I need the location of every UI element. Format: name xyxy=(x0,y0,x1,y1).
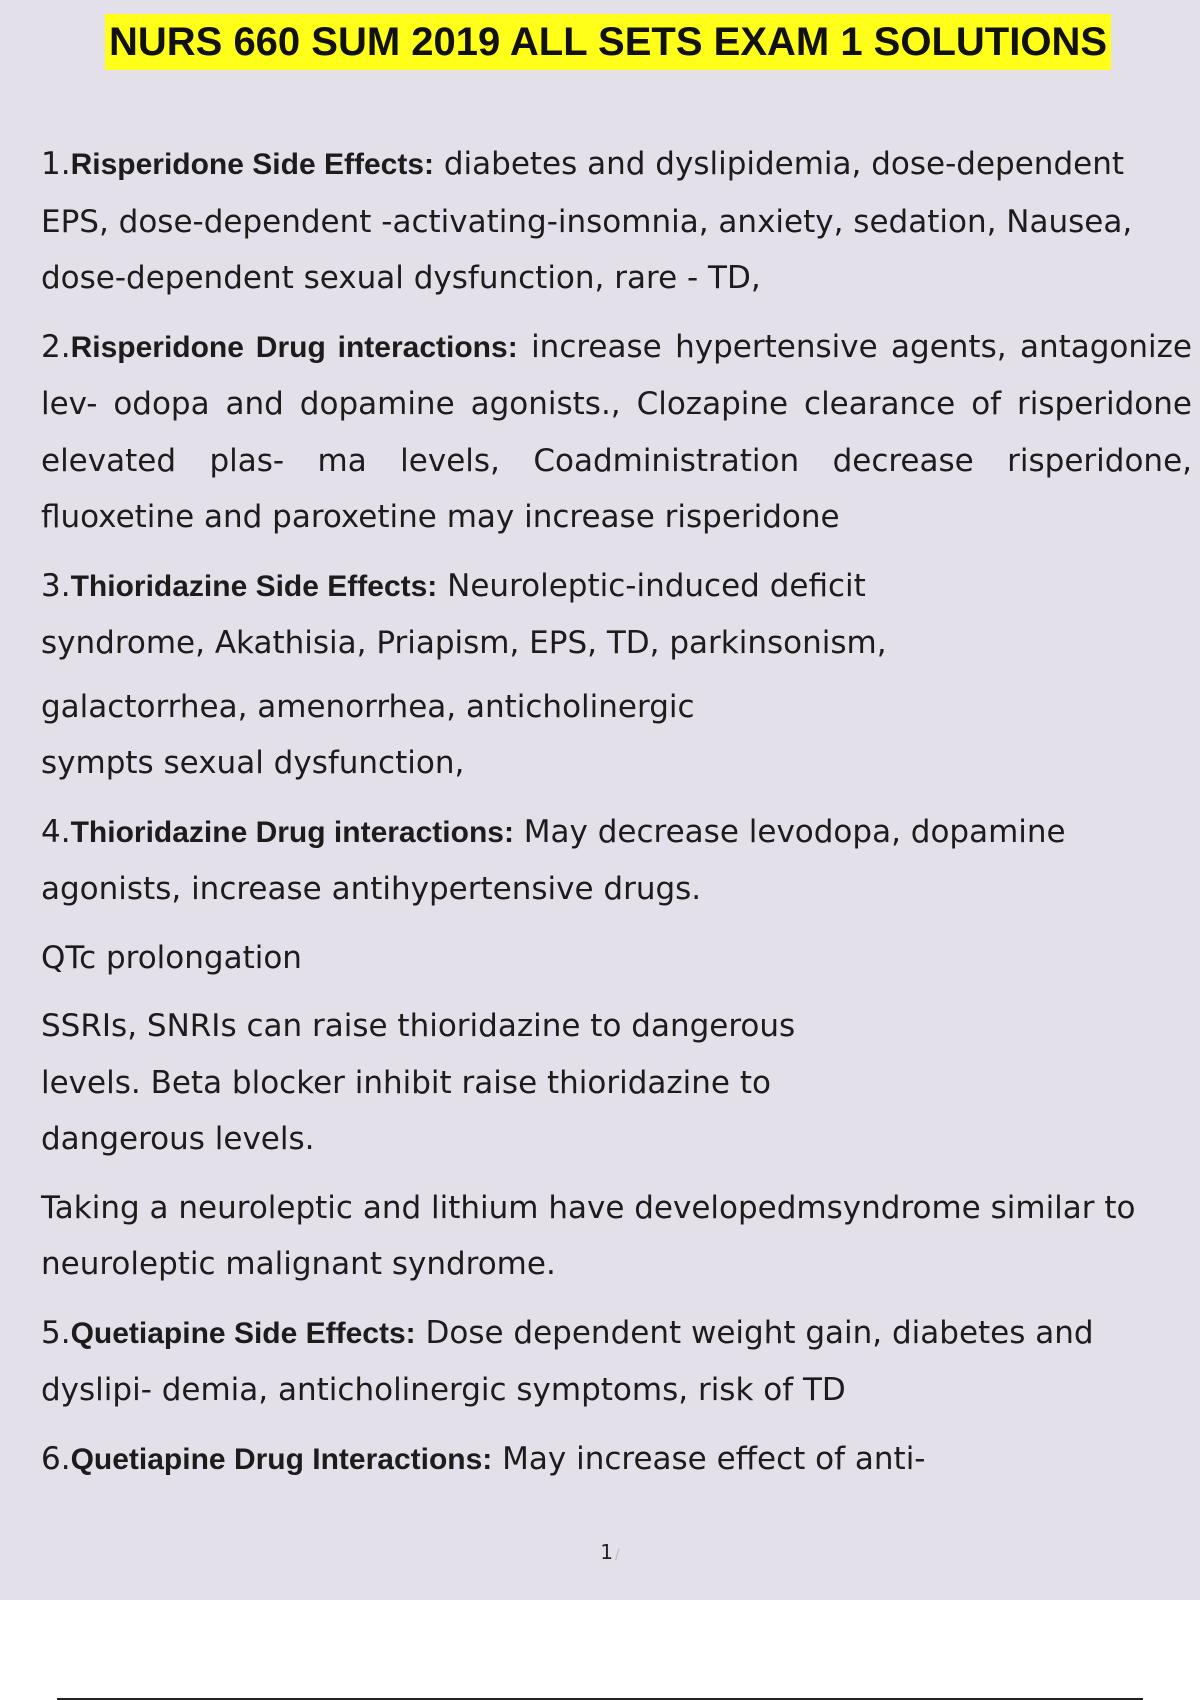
item-number: 6. xyxy=(41,1440,71,1477)
paragraph-qtc: QTc prolongation xyxy=(41,939,302,976)
paragraph-line: SSRIs, SNRIs can raise thioridazine to dangerous xyxy=(41,1008,796,1044)
item-text: sympts sexual dysfunction, xyxy=(41,745,465,781)
item-term: Risperidone Side Effects: xyxy=(70,148,434,181)
item-number: 5. xyxy=(41,1314,71,1351)
list-item-3 xyxy=(41,558,1192,672)
item-term: Thioridazine Drug interactions: xyxy=(70,815,514,849)
document-title: NURS 660 SUM 2019 ALL SETS EXAM 1 SOLUTIONS xyxy=(105,14,1111,70)
item-text: syndrome, Akathisia, Priapism, EPS, TD, parkinsonism, xyxy=(41,625,887,661)
page-number-suffix: / xyxy=(615,1547,620,1563)
item-term: Risperidone Drug interactions: xyxy=(70,330,518,364)
list-item-6 xyxy=(41,1431,1192,1489)
list-item-1 xyxy=(41,136,1192,307)
item-text: May decrease levodopa, dopamine agonists, increase antihypertensive drugs. xyxy=(41,813,1066,907)
item-number: 3. xyxy=(41,567,71,604)
page-number-value: 1 xyxy=(600,1540,613,1564)
item-number: 1. xyxy=(41,146,71,182)
title-container xyxy=(0,14,1200,70)
item-term: Thioridazine Side Effects: xyxy=(70,569,438,603)
paragraph-line: levels. Beta blocker inhibit raise thioridazine to xyxy=(41,1064,771,1101)
item-number: 4. xyxy=(41,813,71,850)
list-item-4 xyxy=(41,804,1192,918)
paragraph-lithium: Taking a neuroleptic and lithium have developedmsyndrome similar to neuroleptic malignant syndrome. xyxy=(41,1189,1136,1282)
item-text: May increase effect of anti- xyxy=(492,1440,926,1477)
item-text: diabetes and dyslipidemia, dose-dependent EPS, dose-dependent -activating-insomnia, anxiety, sedation, Nausea, dose-dependent sexual dysfunction, rare - TD, xyxy=(41,146,1133,296)
list-item-3-continued xyxy=(41,679,1192,792)
paragraph-ssri xyxy=(41,998,1192,1168)
list-item-2 xyxy=(41,319,1192,546)
page-number xyxy=(0,1540,1200,1564)
document-body xyxy=(41,136,1192,1500)
item-term: Quetiapine Drug Interactions: xyxy=(70,1442,493,1476)
list-item-5 xyxy=(41,1305,1192,1419)
item-text: Dose dependent weight gain, diabetes and dyslipi- demia, anticholinergic symptoms, risk of TD xyxy=(41,1314,1094,1408)
item-text: Neuroleptic-induced deficit xyxy=(437,567,866,604)
item-text: increase hypertensive agents, antagonize lev- odopa and dopamine agonists., Clozapine clearance of risperidone elevated plas- ma levels, Coadministration decrease risperidone, fluoxetine and paroxetine may increase risperidone xyxy=(41,328,1192,535)
paragraph-line: dangerous levels. xyxy=(41,1121,315,1157)
item-number: 2. xyxy=(41,328,71,365)
item-text: galactorrhea, amenorrhea, anticholinergic xyxy=(41,688,695,725)
item-term: Quetiapine Side Effects: xyxy=(70,1316,416,1350)
